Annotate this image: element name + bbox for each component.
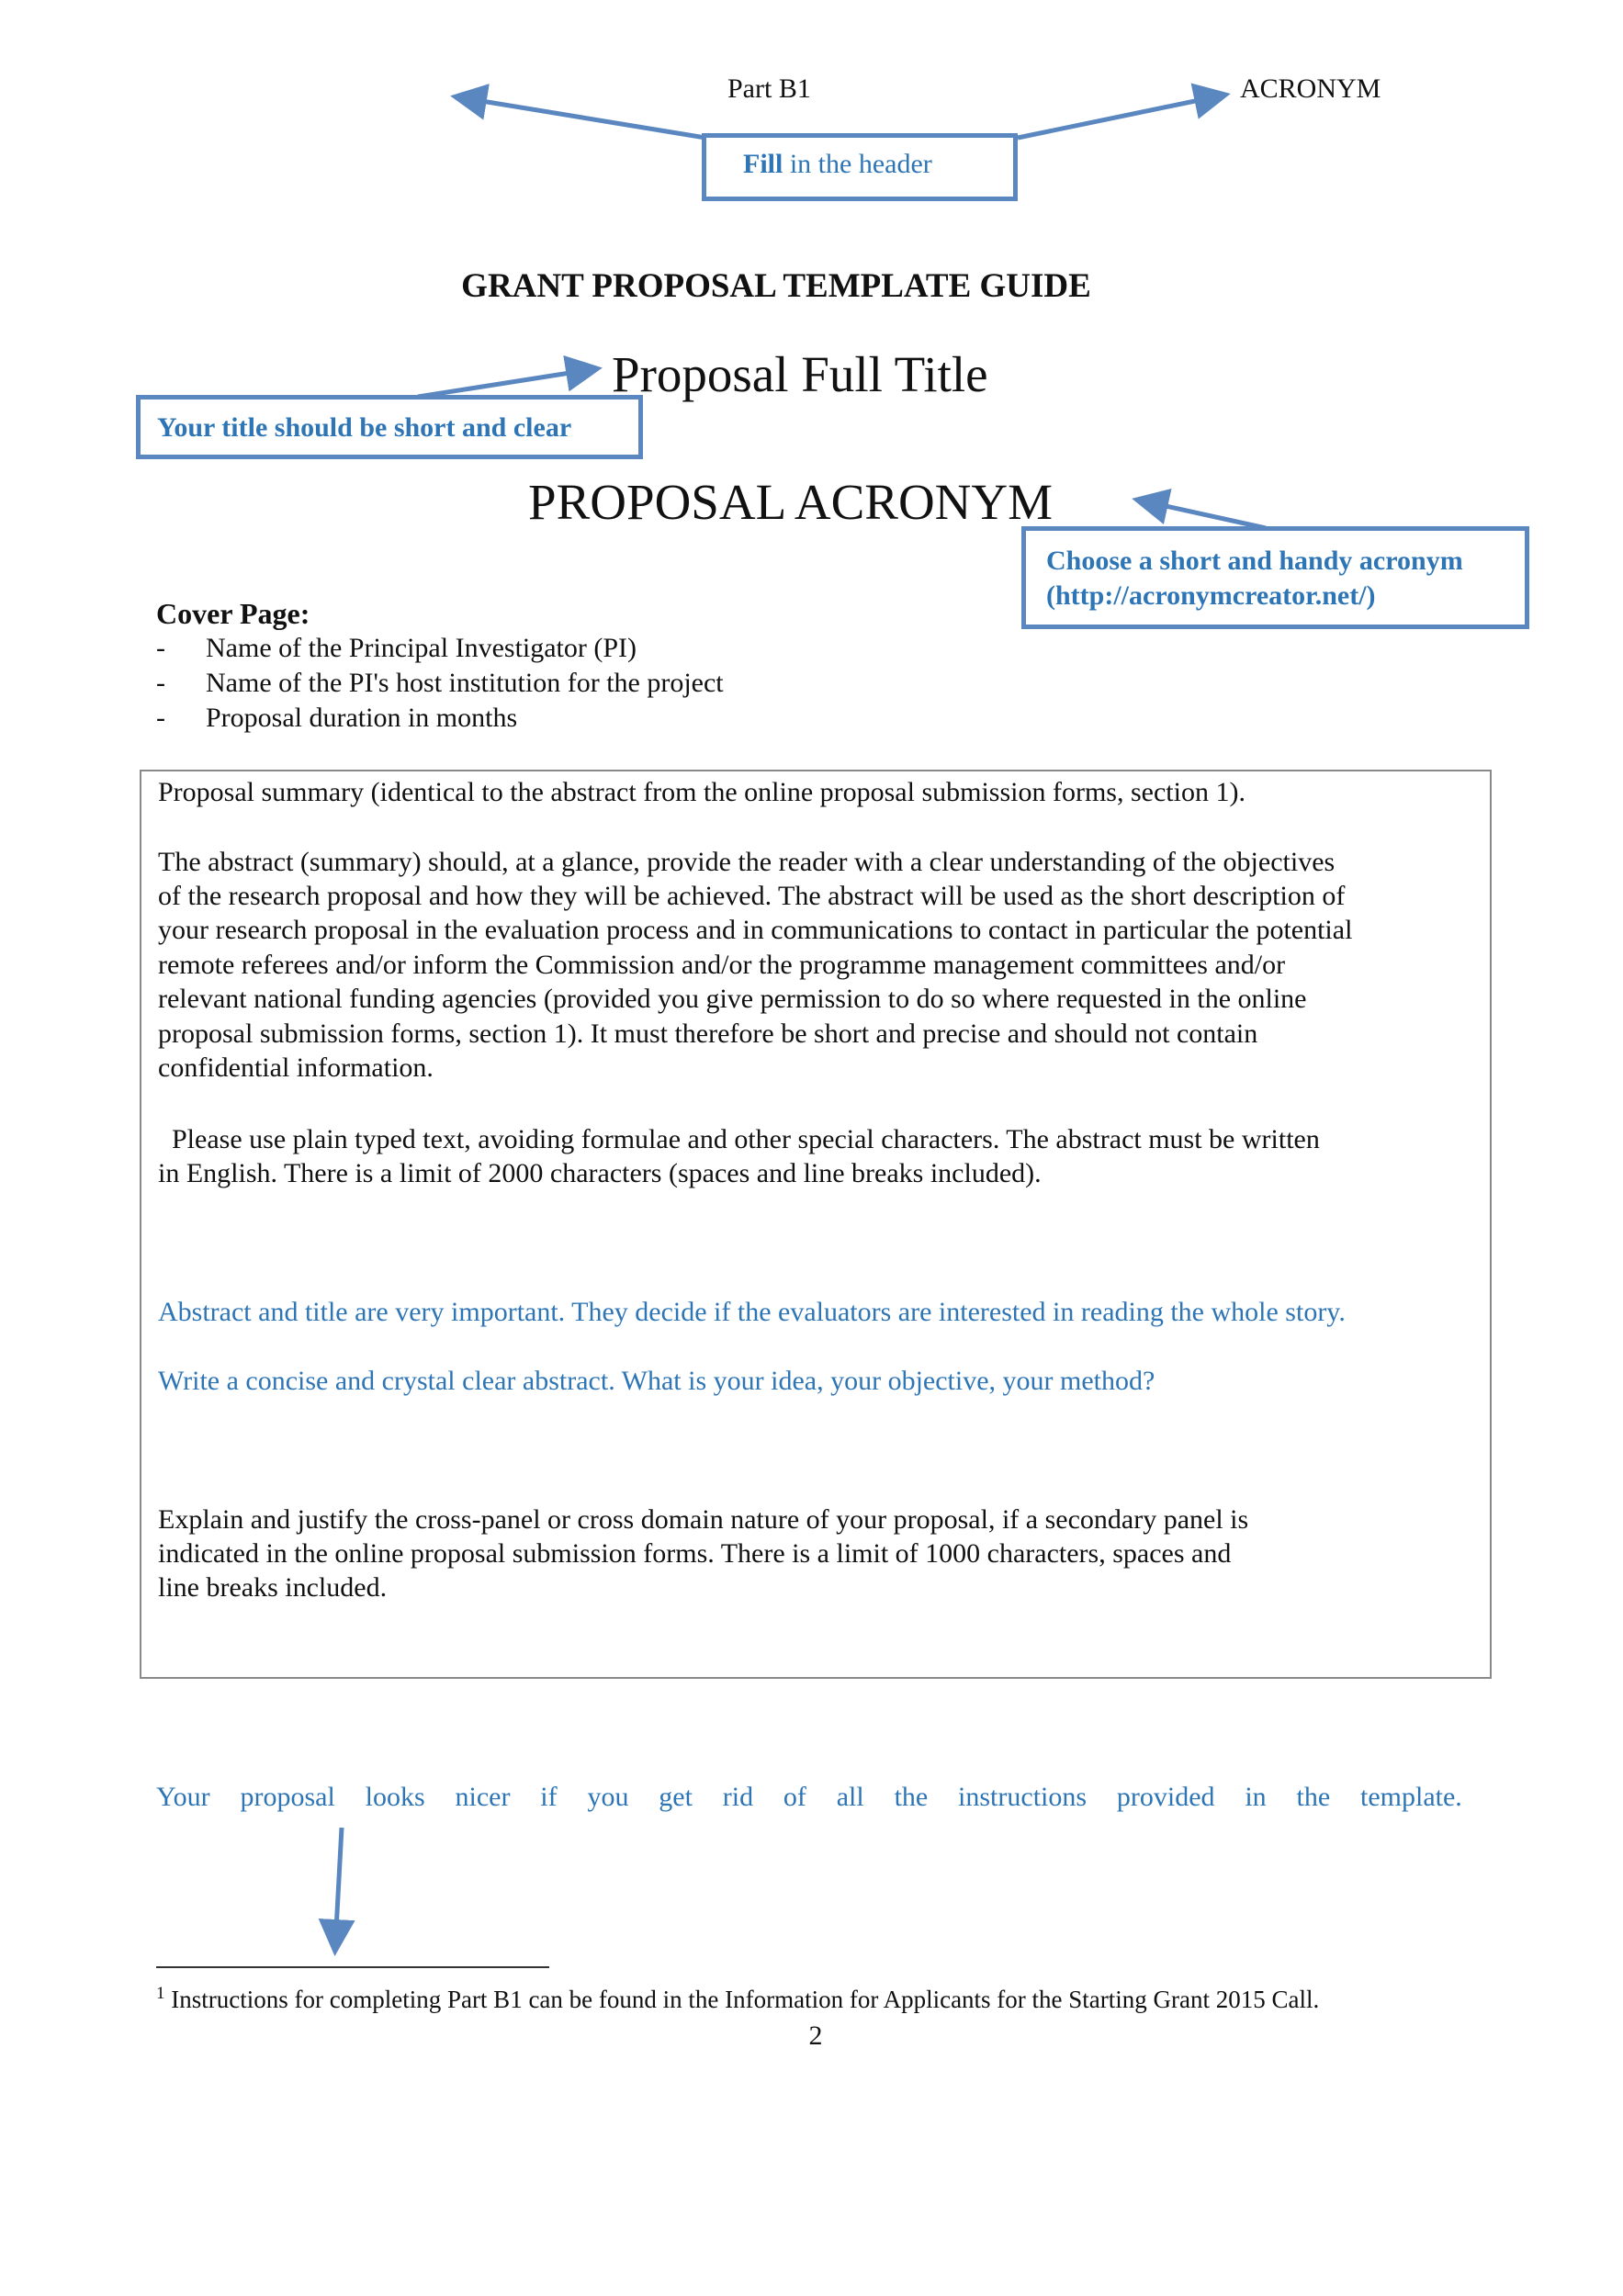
- bottom-tip-word: of: [783, 1782, 806, 1812]
- title-callout: Your title should be short and clear: [136, 395, 643, 459]
- bottom-tip-word: provided: [1116, 1782, 1215, 1812]
- bottom-tip-word: instructions: [958, 1782, 1088, 1812]
- abstract-line: your research proposal in the evaluation process and in communications to contact in particular the potential: [158, 915, 1353, 945]
- arrow-header-right: [1018, 96, 1222, 138]
- bottom-tip-word: template.: [1360, 1782, 1462, 1812]
- bottom-tip: [156, 1782, 1462, 1813]
- bottom-tip-word: rid: [722, 1782, 754, 1812]
- bottom-tip-word: in: [1245, 1782, 1267, 1812]
- footnote-text: Instructions for completing Part B1 can be found in the Information for Applicants for the Starting Grant 2015 Call.: [164, 1986, 1320, 2013]
- header-callout-rest: in the header: [783, 149, 932, 179]
- page-number: 2: [808, 2020, 823, 2051]
- summary-box: [140, 770, 1492, 1679]
- bottom-tip-word: the: [894, 1782, 929, 1812]
- plain-text-line: in English. There is a limit of 2000 characters (spaces and line breaks included).: [158, 1158, 1042, 1188]
- bottom-tip-word: if: [540, 1782, 558, 1812]
- bottom-tip-word: looks: [365, 1782, 425, 1812]
- bottom-tip-word: the: [1296, 1782, 1331, 1812]
- abstract-tip-1: Abstract and title are very important. They decide if the evaluators are interested in reading the whole story.: [158, 1297, 1346, 1327]
- header-acronym-label: ACRONYM: [1240, 73, 1381, 104]
- abstract-line: relevant national funding agencies (provided you give permission to do so where requested in the online: [158, 984, 1307, 1014]
- header-part-label: Part B1: [727, 73, 811, 104]
- bottom-tip-word: get: [659, 1782, 693, 1812]
- acronym-callout-line-1: Choose a short and handy acronym: [1046, 546, 1463, 576]
- abstract-line: The abstract (summary) should, at a glance, provide the reader with a clear understanding of the objectives: [158, 847, 1336, 877]
- bottom-tip-word: you: [587, 1782, 629, 1812]
- abstract-line: of the research proposal and how they will be achieved. The abstract will be used as the short description of: [158, 881, 1346, 911]
- header-callout-bold: Fill: [743, 149, 783, 179]
- summary-intro: Proposal summary (identical to the abstract from the online proposal submission forms, section 1).: [158, 777, 1245, 807]
- plain-text-line: Please use plain typed text, avoiding formulae and other special characters. The abstract must be written: [158, 1124, 1320, 1154]
- guide-title: GRANT PROPOSAL TEMPLATE GUIDE: [461, 267, 1091, 305]
- cross-panel-line: line breaks included.: [158, 1572, 388, 1603]
- bottom-tip-word: Your: [156, 1782, 210, 1812]
- abstract-line: proposal submission forms, section 1). It must therefore be short and precise and should not contain: [158, 1019, 1258, 1049]
- arrow-footnote: [335, 1828, 342, 1947]
- cross-panel-line: indicated in the online proposal submission forms. There is a limit of 1000 characters, spaces and: [158, 1538, 1232, 1569]
- proposal-full-title: Proposal Full Title: [612, 346, 988, 402]
- acronym-callout: [1021, 526, 1529, 629]
- acronym-callout-line-2: (http://acronymcreator.net/): [1046, 580, 1376, 611]
- cross-panel-line: Explain and justify the cross-panel or cross domain nature of your proposal, if a secondary panel is: [158, 1504, 1249, 1535]
- footnote: [156, 1984, 1319, 2014]
- abstract-line: remote referees and/or inform the Commission and/or the programme management committees and/or: [158, 950, 1286, 980]
- abstract-line: confidential information.: [158, 1052, 434, 1083]
- header-callout: [702, 133, 1018, 201]
- bottom-tip-word: nicer: [455, 1782, 511, 1812]
- bottom-tip-word: all: [836, 1782, 864, 1812]
- cover-page-heading: Cover Page:: [156, 597, 310, 630]
- arrow-title: [418, 369, 593, 397]
- arrow-header-left: [459, 97, 705, 138]
- abstract-tip-2: Write a concise and crystal clear abstract. What is your idea, your objective, your method?: [158, 1366, 1155, 1396]
- proposal-acronym-title: PROPOSAL ACRONYM: [528, 474, 1054, 530]
- footnote-separator: [156, 1966, 549, 1968]
- footnote-marker: 1: [156, 1984, 165, 2003]
- arrow-acronym: [1141, 501, 1266, 528]
- bottom-tip-word: proposal: [240, 1782, 335, 1812]
